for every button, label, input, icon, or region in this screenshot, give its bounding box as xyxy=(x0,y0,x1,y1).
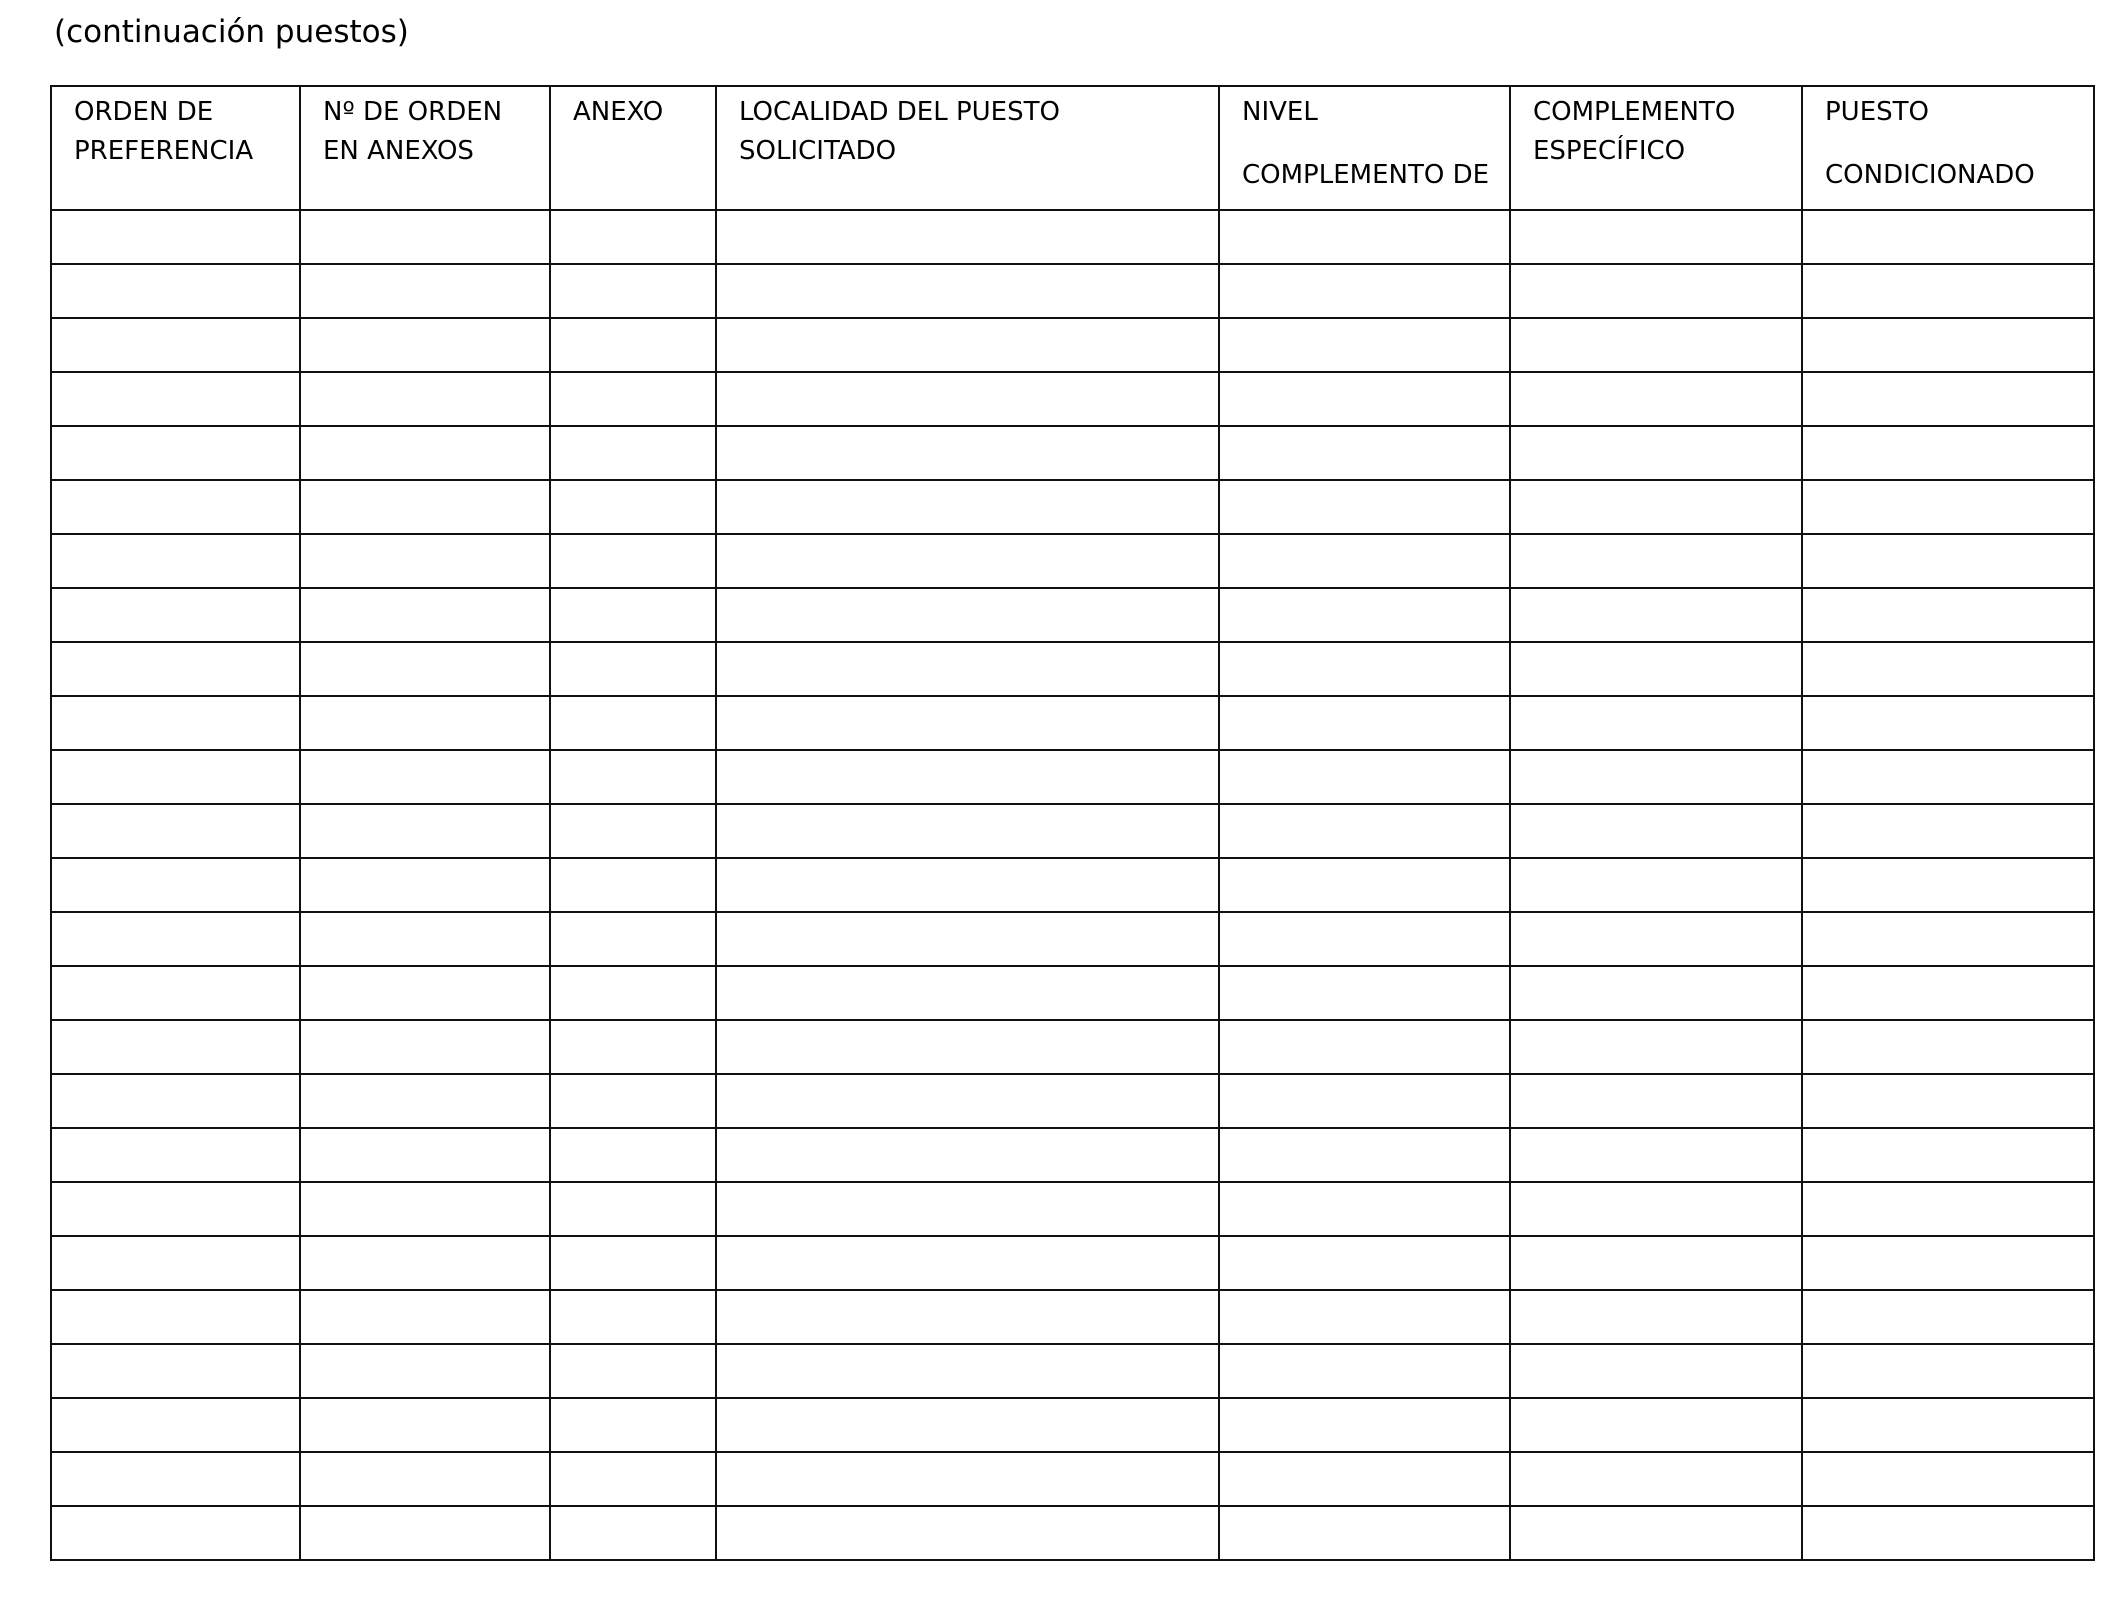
table-row xyxy=(51,1020,2094,1074)
table-cell[interactable] xyxy=(550,318,716,372)
table-cell[interactable] xyxy=(1510,1398,1802,1452)
table-cell[interactable] xyxy=(51,372,300,426)
table-cell[interactable] xyxy=(550,534,716,588)
table-cell[interactable] xyxy=(1219,696,1510,750)
table-cell[interactable] xyxy=(716,804,1219,858)
table-cell[interactable] xyxy=(1802,210,2094,264)
table-cell[interactable] xyxy=(1510,1074,1802,1128)
table-cell[interactable] xyxy=(51,480,300,534)
table-cell[interactable] xyxy=(550,426,716,480)
table-cell[interactable] xyxy=(1802,1182,2094,1236)
table-row xyxy=(51,588,2094,642)
table-cell[interactable] xyxy=(1219,750,1510,804)
table-cell[interactable] xyxy=(550,264,716,318)
table-cell[interactable] xyxy=(1802,1074,2094,1128)
table-cell[interactable] xyxy=(550,1506,716,1560)
table-cell[interactable] xyxy=(51,1290,300,1344)
table-cell[interactable] xyxy=(51,696,300,750)
table-cell[interactable] xyxy=(51,426,300,480)
header-complemento-especifico xyxy=(1510,86,1802,210)
table-cell[interactable] xyxy=(1802,966,2094,1020)
table-row xyxy=(51,1344,2094,1398)
header-line: PUESTO xyxy=(1825,97,1929,127)
table-cell[interactable] xyxy=(300,1290,550,1344)
table-cell[interactable] xyxy=(300,1020,550,1074)
table-cell[interactable] xyxy=(1219,858,1510,912)
table-cell[interactable] xyxy=(716,210,1219,264)
table-cell[interactable] xyxy=(716,858,1219,912)
table-cell[interactable] xyxy=(1802,1236,2094,1290)
table-cell[interactable] xyxy=(51,966,300,1020)
table-cell[interactable] xyxy=(1510,1452,1802,1506)
table-cell[interactable] xyxy=(51,588,300,642)
table-cell[interactable] xyxy=(1802,804,2094,858)
header-line: ESPECÍFICO xyxy=(1533,136,1686,166)
table-cell[interactable] xyxy=(716,750,1219,804)
table-cell[interactable] xyxy=(716,318,1219,372)
table-cell[interactable] xyxy=(51,1020,300,1074)
table-cell[interactable] xyxy=(1510,318,1802,372)
table-cell[interactable] xyxy=(300,642,550,696)
table-row xyxy=(51,858,2094,912)
table-cell[interactable] xyxy=(1510,804,1802,858)
table-cell[interactable] xyxy=(1510,480,1802,534)
header-line: COMPLEMENTO xyxy=(1533,97,1736,127)
table-cell[interactable] xyxy=(1802,480,2094,534)
table-cell[interactable] xyxy=(51,912,300,966)
table-cell[interactable] xyxy=(1802,1506,2094,1560)
table-row xyxy=(51,1128,2094,1182)
table-cell[interactable] xyxy=(550,1236,716,1290)
table-cell[interactable] xyxy=(1510,1020,1802,1074)
table-cell[interactable] xyxy=(51,858,300,912)
table-row xyxy=(51,1074,2094,1128)
table-cell[interactable] xyxy=(1510,588,1802,642)
table-cell[interactable] xyxy=(1510,1128,1802,1182)
table-cell[interactable] xyxy=(550,1344,716,1398)
table-cell[interactable] xyxy=(51,534,300,588)
table-cell[interactable] xyxy=(716,264,1219,318)
table-cell[interactable] xyxy=(1219,1128,1510,1182)
table-cell[interactable] xyxy=(716,1182,1219,1236)
table-cell[interactable] xyxy=(716,1452,1219,1506)
header-anexo xyxy=(550,86,716,210)
table-cell[interactable] xyxy=(51,1074,300,1128)
table-cell[interactable] xyxy=(550,696,716,750)
table-cell[interactable] xyxy=(300,1128,550,1182)
table-cell[interactable] xyxy=(550,210,716,264)
table-row xyxy=(51,1290,2094,1344)
table-cell[interactable] xyxy=(1802,588,2094,642)
table-cell[interactable] xyxy=(716,696,1219,750)
table-cell[interactable] xyxy=(716,534,1219,588)
table-row xyxy=(51,1506,2094,1560)
header-line: Nº DE ORDEN xyxy=(323,97,503,127)
table-cell[interactable] xyxy=(300,912,550,966)
table-row xyxy=(51,210,2094,264)
table-cell[interactable] xyxy=(51,1344,300,1398)
table-cell[interactable] xyxy=(1219,534,1510,588)
table-cell[interactable] xyxy=(1510,858,1802,912)
table-cell[interactable] xyxy=(1510,534,1802,588)
header-line: ORDEN DE xyxy=(74,97,214,127)
table-cell[interactable] xyxy=(300,426,550,480)
table-cell[interactable] xyxy=(1510,210,1802,264)
table-cell[interactable] xyxy=(1802,1452,2094,1506)
table-cell[interactable] xyxy=(1802,1290,2094,1344)
table-cell[interactable] xyxy=(1802,1344,2094,1398)
table-cell[interactable] xyxy=(51,1182,300,1236)
table-cell[interactable] xyxy=(1802,318,2094,372)
table-cell[interactable] xyxy=(716,480,1219,534)
table-cell[interactable] xyxy=(51,318,300,372)
header-line: EN ANEXOS xyxy=(323,136,474,166)
header-line: PREFERENCIA xyxy=(74,136,254,166)
table-cell[interactable] xyxy=(1510,1290,1802,1344)
table-cell[interactable] xyxy=(550,1128,716,1182)
page-caption: (continuación puestos) xyxy=(54,14,409,50)
table-cell[interactable] xyxy=(550,750,716,804)
table-cell[interactable] xyxy=(1510,750,1802,804)
table-cell[interactable] xyxy=(300,1452,550,1506)
table-cell[interactable] xyxy=(1510,264,1802,318)
table-cell[interactable] xyxy=(550,1452,716,1506)
table-cell[interactable] xyxy=(716,1290,1219,1344)
table-cell[interactable] xyxy=(300,264,550,318)
table-cell[interactable] xyxy=(716,642,1219,696)
table-cell[interactable] xyxy=(1802,858,2094,912)
table-cell[interactable] xyxy=(1219,1398,1510,1452)
table-row xyxy=(51,372,2094,426)
table-cell[interactable] xyxy=(550,372,716,426)
table-cell[interactable] xyxy=(716,426,1219,480)
table-cell[interactable] xyxy=(1219,1290,1510,1344)
table-cell[interactable] xyxy=(1510,696,1802,750)
table-row xyxy=(51,804,2094,858)
table-cell[interactable] xyxy=(1510,966,1802,1020)
table-cell[interactable] xyxy=(550,1290,716,1344)
table-cell[interactable] xyxy=(716,588,1219,642)
table-cell[interactable] xyxy=(300,1344,550,1398)
table-cell[interactable] xyxy=(1510,1236,1802,1290)
table-cell[interactable] xyxy=(716,1344,1219,1398)
table-cell[interactable] xyxy=(550,1398,716,1452)
header-line: COMPLEMENTO DE xyxy=(1242,160,1490,190)
table-cell[interactable] xyxy=(51,1128,300,1182)
table-cell[interactable] xyxy=(1219,426,1510,480)
table-cell[interactable] xyxy=(1802,912,2094,966)
table-cell[interactable] xyxy=(1510,1506,1802,1560)
header-row xyxy=(51,86,2094,210)
table-cell[interactable] xyxy=(1510,912,1802,966)
table-cell[interactable] xyxy=(716,1074,1219,1128)
table-cell[interactable] xyxy=(1219,1020,1510,1074)
table-cell[interactable] xyxy=(1219,1344,1510,1398)
table-cell[interactable] xyxy=(51,642,300,696)
header-numero-orden-anexos xyxy=(300,86,550,210)
table-row xyxy=(51,318,2094,372)
table-cell[interactable] xyxy=(51,264,300,318)
table-cell[interactable] xyxy=(300,1506,550,1560)
table-cell[interactable] xyxy=(51,1236,300,1290)
table-cell[interactable] xyxy=(1510,1182,1802,1236)
table-row xyxy=(51,696,2094,750)
table-body xyxy=(51,210,2094,1560)
table-cell[interactable] xyxy=(1219,1452,1510,1506)
table-cell[interactable] xyxy=(716,1236,1219,1290)
table-row xyxy=(51,966,2094,1020)
table-cell[interactable] xyxy=(1219,480,1510,534)
table-row xyxy=(51,534,2094,588)
table-cell[interactable] xyxy=(550,966,716,1020)
table-cell[interactable] xyxy=(550,1182,716,1236)
table-cell[interactable] xyxy=(1219,804,1510,858)
table-row xyxy=(51,480,2094,534)
table-cell[interactable] xyxy=(1219,1074,1510,1128)
table-cell[interactable] xyxy=(716,966,1219,1020)
table-cell[interactable] xyxy=(1802,264,2094,318)
table-cell[interactable] xyxy=(1802,1398,2094,1452)
table-cell[interactable] xyxy=(1802,1128,2094,1182)
table-cell[interactable] xyxy=(1219,1236,1510,1290)
table-cell[interactable] xyxy=(300,1074,550,1128)
table-cell[interactable] xyxy=(300,318,550,372)
table-row xyxy=(51,426,2094,480)
table-cell[interactable] xyxy=(716,372,1219,426)
table-cell[interactable] xyxy=(1219,264,1510,318)
table-cell[interactable] xyxy=(300,210,550,264)
table-cell[interactable] xyxy=(1802,696,2094,750)
table-row xyxy=(51,1452,2094,1506)
header-localidad-puesto xyxy=(716,86,1219,210)
table-row xyxy=(51,1236,2094,1290)
table-row xyxy=(51,1398,2094,1452)
table-cell[interactable] xyxy=(51,1398,300,1452)
table-cell[interactable] xyxy=(1219,588,1510,642)
table-cell[interactable] xyxy=(550,1020,716,1074)
table-cell[interactable] xyxy=(1219,1506,1510,1560)
table-cell[interactable] xyxy=(716,1506,1219,1560)
header-line: CONDICIONADO xyxy=(1825,160,2035,190)
table-cell[interactable] xyxy=(51,804,300,858)
table-cell[interactable] xyxy=(550,588,716,642)
header-line: LOCALIDAD DEL PUESTO xyxy=(739,97,1060,127)
table-cell[interactable] xyxy=(550,642,716,696)
header-orden-de-preferencia xyxy=(51,86,300,210)
table-cell[interactable] xyxy=(550,912,716,966)
table-cell[interactable] xyxy=(1510,426,1802,480)
header-nivel-complemento xyxy=(1219,86,1510,210)
table-cell[interactable] xyxy=(1219,318,1510,372)
header-line: NIVEL xyxy=(1242,97,1318,127)
table-cell[interactable] xyxy=(716,1020,1219,1074)
table-cell[interactable] xyxy=(300,480,550,534)
table-cell[interactable] xyxy=(550,480,716,534)
table-cell[interactable] xyxy=(300,696,550,750)
table-cell[interactable] xyxy=(1802,1020,2094,1074)
table-cell[interactable] xyxy=(300,750,550,804)
table-cell[interactable] xyxy=(300,1398,550,1452)
table-cell[interactable] xyxy=(51,210,300,264)
table-cell[interactable] xyxy=(1510,642,1802,696)
table-row xyxy=(51,642,2094,696)
table-cell[interactable] xyxy=(550,804,716,858)
table-cell[interactable] xyxy=(716,1128,1219,1182)
table-row xyxy=(51,750,2094,804)
table-cell[interactable] xyxy=(1510,1344,1802,1398)
table-cell[interactable] xyxy=(1219,1182,1510,1236)
table-cell[interactable] xyxy=(1802,426,2094,480)
table-cell[interactable] xyxy=(1219,966,1510,1020)
table-cell[interactable] xyxy=(300,966,550,1020)
table-cell[interactable] xyxy=(1219,372,1510,426)
positions-table xyxy=(50,85,2095,1561)
header-line: SOLICITADO xyxy=(739,136,897,166)
table-cell[interactable] xyxy=(51,750,300,804)
table-cell[interactable] xyxy=(550,858,716,912)
table-row xyxy=(51,1182,2094,1236)
table-cell[interactable] xyxy=(1802,750,2094,804)
table-cell[interactable] xyxy=(51,1506,300,1560)
table-cell[interactable] xyxy=(300,1236,550,1290)
header-line: ANEXO xyxy=(573,97,664,127)
table-cell[interactable] xyxy=(550,1074,716,1128)
table-row xyxy=(51,264,2094,318)
table-cell[interactable] xyxy=(300,858,550,912)
table-cell[interactable] xyxy=(300,372,550,426)
table-cell[interactable] xyxy=(1219,912,1510,966)
table-cell[interactable] xyxy=(1510,372,1802,426)
table-cell[interactable] xyxy=(1219,210,1510,264)
table-cell[interactable] xyxy=(716,912,1219,966)
table-cell[interactable] xyxy=(1219,642,1510,696)
table-cell[interactable] xyxy=(1802,534,2094,588)
table-cell[interactable] xyxy=(1802,372,2094,426)
table-cell[interactable] xyxy=(1802,642,2094,696)
table-row xyxy=(51,912,2094,966)
header-puesto-condicionado xyxy=(1802,86,2094,210)
table-cell[interactable] xyxy=(300,1182,550,1236)
table-cell[interactable] xyxy=(51,1452,300,1506)
table-cell[interactable] xyxy=(300,588,550,642)
table-cell[interactable] xyxy=(300,804,550,858)
table-cell[interactable] xyxy=(716,1398,1219,1452)
table-cell[interactable] xyxy=(300,534,550,588)
